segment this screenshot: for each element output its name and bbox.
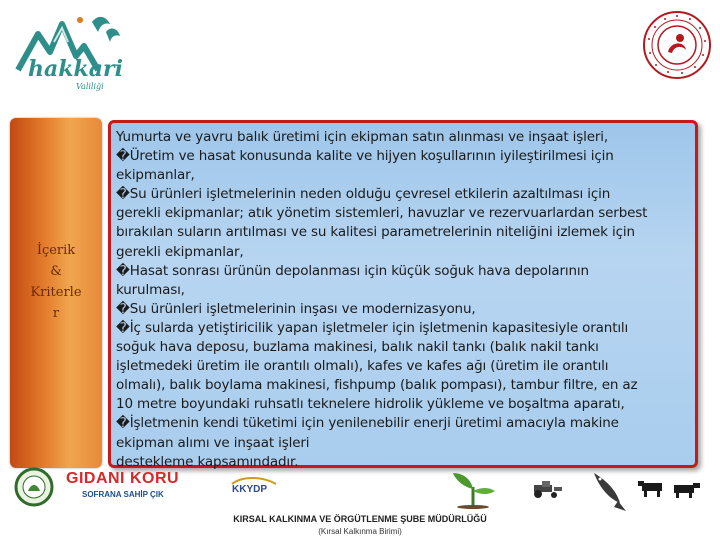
content-line: ekipmanlar, bbox=[116, 167, 195, 184]
kkydp-logo bbox=[222, 475, 286, 501]
content-line: kurulması, bbox=[116, 281, 185, 298]
content-line: �Hasat sonrası ürünün depolanması için küçük soğuk hava depolarının bbox=[116, 262, 589, 279]
hakkari-wordmark: hakkari bbox=[28, 56, 123, 82]
gida-koru-logo bbox=[62, 470, 212, 510]
mountain-icon bbox=[10, 12, 128, 96]
sidebar-heading bbox=[10, 240, 102, 324]
sidebar-line: İçerik bbox=[36, 243, 76, 258]
content-line: olmalı), balık boylama makinesi, fishpump (balık pompası), tambur filtre, en az bbox=[116, 377, 638, 394]
content-line: �Su ürünleri işletmelerinin inşası ve modernizasyonu, bbox=[116, 300, 476, 317]
content-line: �İç sularda yetiştiricilik yapan işletmeler için işletmenin kapasitesiyle orantılı bbox=[116, 319, 629, 336]
sidebar-line: r bbox=[52, 306, 60, 321]
content-line: �Üretim ve hasat konusunda kalite ve hijyen koşullarının iyileştirilmesi için bbox=[116, 148, 614, 165]
hakkari-valiligi-logo bbox=[10, 12, 128, 96]
content-line: ekipman alımı ve inşaat işleri bbox=[116, 434, 310, 451]
content-line: �Su ürünleri işletmelerinin neden olduğu çevresel etkilerin azaltılması için bbox=[116, 186, 611, 203]
content-line: Yumurta ve yavru balık üretimi için ekipman satın alınması ve inşaat işleri, bbox=[116, 129, 609, 145]
content-line: bırakılan suların arıtılması ve su kalitesi parametrelerinin niteliğini izlemek için bbox=[116, 224, 635, 241]
bottom-logo-strip bbox=[0, 455, 720, 515]
footer-title: KIRSAL KALKINMA VE ÖRGÜTLENME ŞUBE MÜDÜRLÜĞÜ bbox=[233, 514, 487, 524]
kkydp-label: KKYDP bbox=[232, 484, 268, 495]
round-seal-icon bbox=[14, 467, 54, 507]
content-line: destekleme kapsamındadır. bbox=[116, 453, 299, 470]
fish-icon bbox=[588, 469, 628, 513]
content-line: 10 metre boyundaki ruhsatlı teknelere hidrolik yükleme ve boşaltma aparatı, bbox=[116, 396, 625, 413]
livestock-icon bbox=[638, 477, 702, 499]
seedling-icon bbox=[448, 469, 498, 509]
seal-icon bbox=[642, 10, 712, 80]
gida-koru-subtitle: SOFRANA SAHİP ÇIK bbox=[82, 490, 164, 499]
content-line: gerekli ekipmanlar; atık yönetim sistemleri, havuzlar ve rezervuarlardan serbest bbox=[116, 205, 648, 222]
footer-subtitle: (Kırsal Kalkınma Birimi) bbox=[318, 527, 402, 536]
content-line: �İşletmenin kendi tüketimi için yenilenebilir enerji üretimi amacıyla makine bbox=[116, 415, 619, 432]
gida-koru-title: GIDANI KORU bbox=[66, 470, 180, 487]
ministry-seal-logo bbox=[642, 10, 712, 80]
content-line: işletmedeki üretim ile orantılı olmalı), kafes ve kafes ağı (üretim ile orantılı bbox=[116, 358, 609, 375]
sidebar-line: & bbox=[50, 264, 62, 279]
tractor-icon bbox=[530, 481, 564, 499]
content-text bbox=[116, 128, 696, 472]
valilik-caption: Valiliği bbox=[76, 82, 104, 91]
sidebar-line: Kriterle bbox=[30, 285, 82, 300]
content-line: gerekli ekipmanlar, bbox=[116, 243, 244, 260]
content-line: soğuk hava deposu, buzlama makinesi, balık nakil tankı (balık nakil tankı bbox=[116, 339, 599, 356]
